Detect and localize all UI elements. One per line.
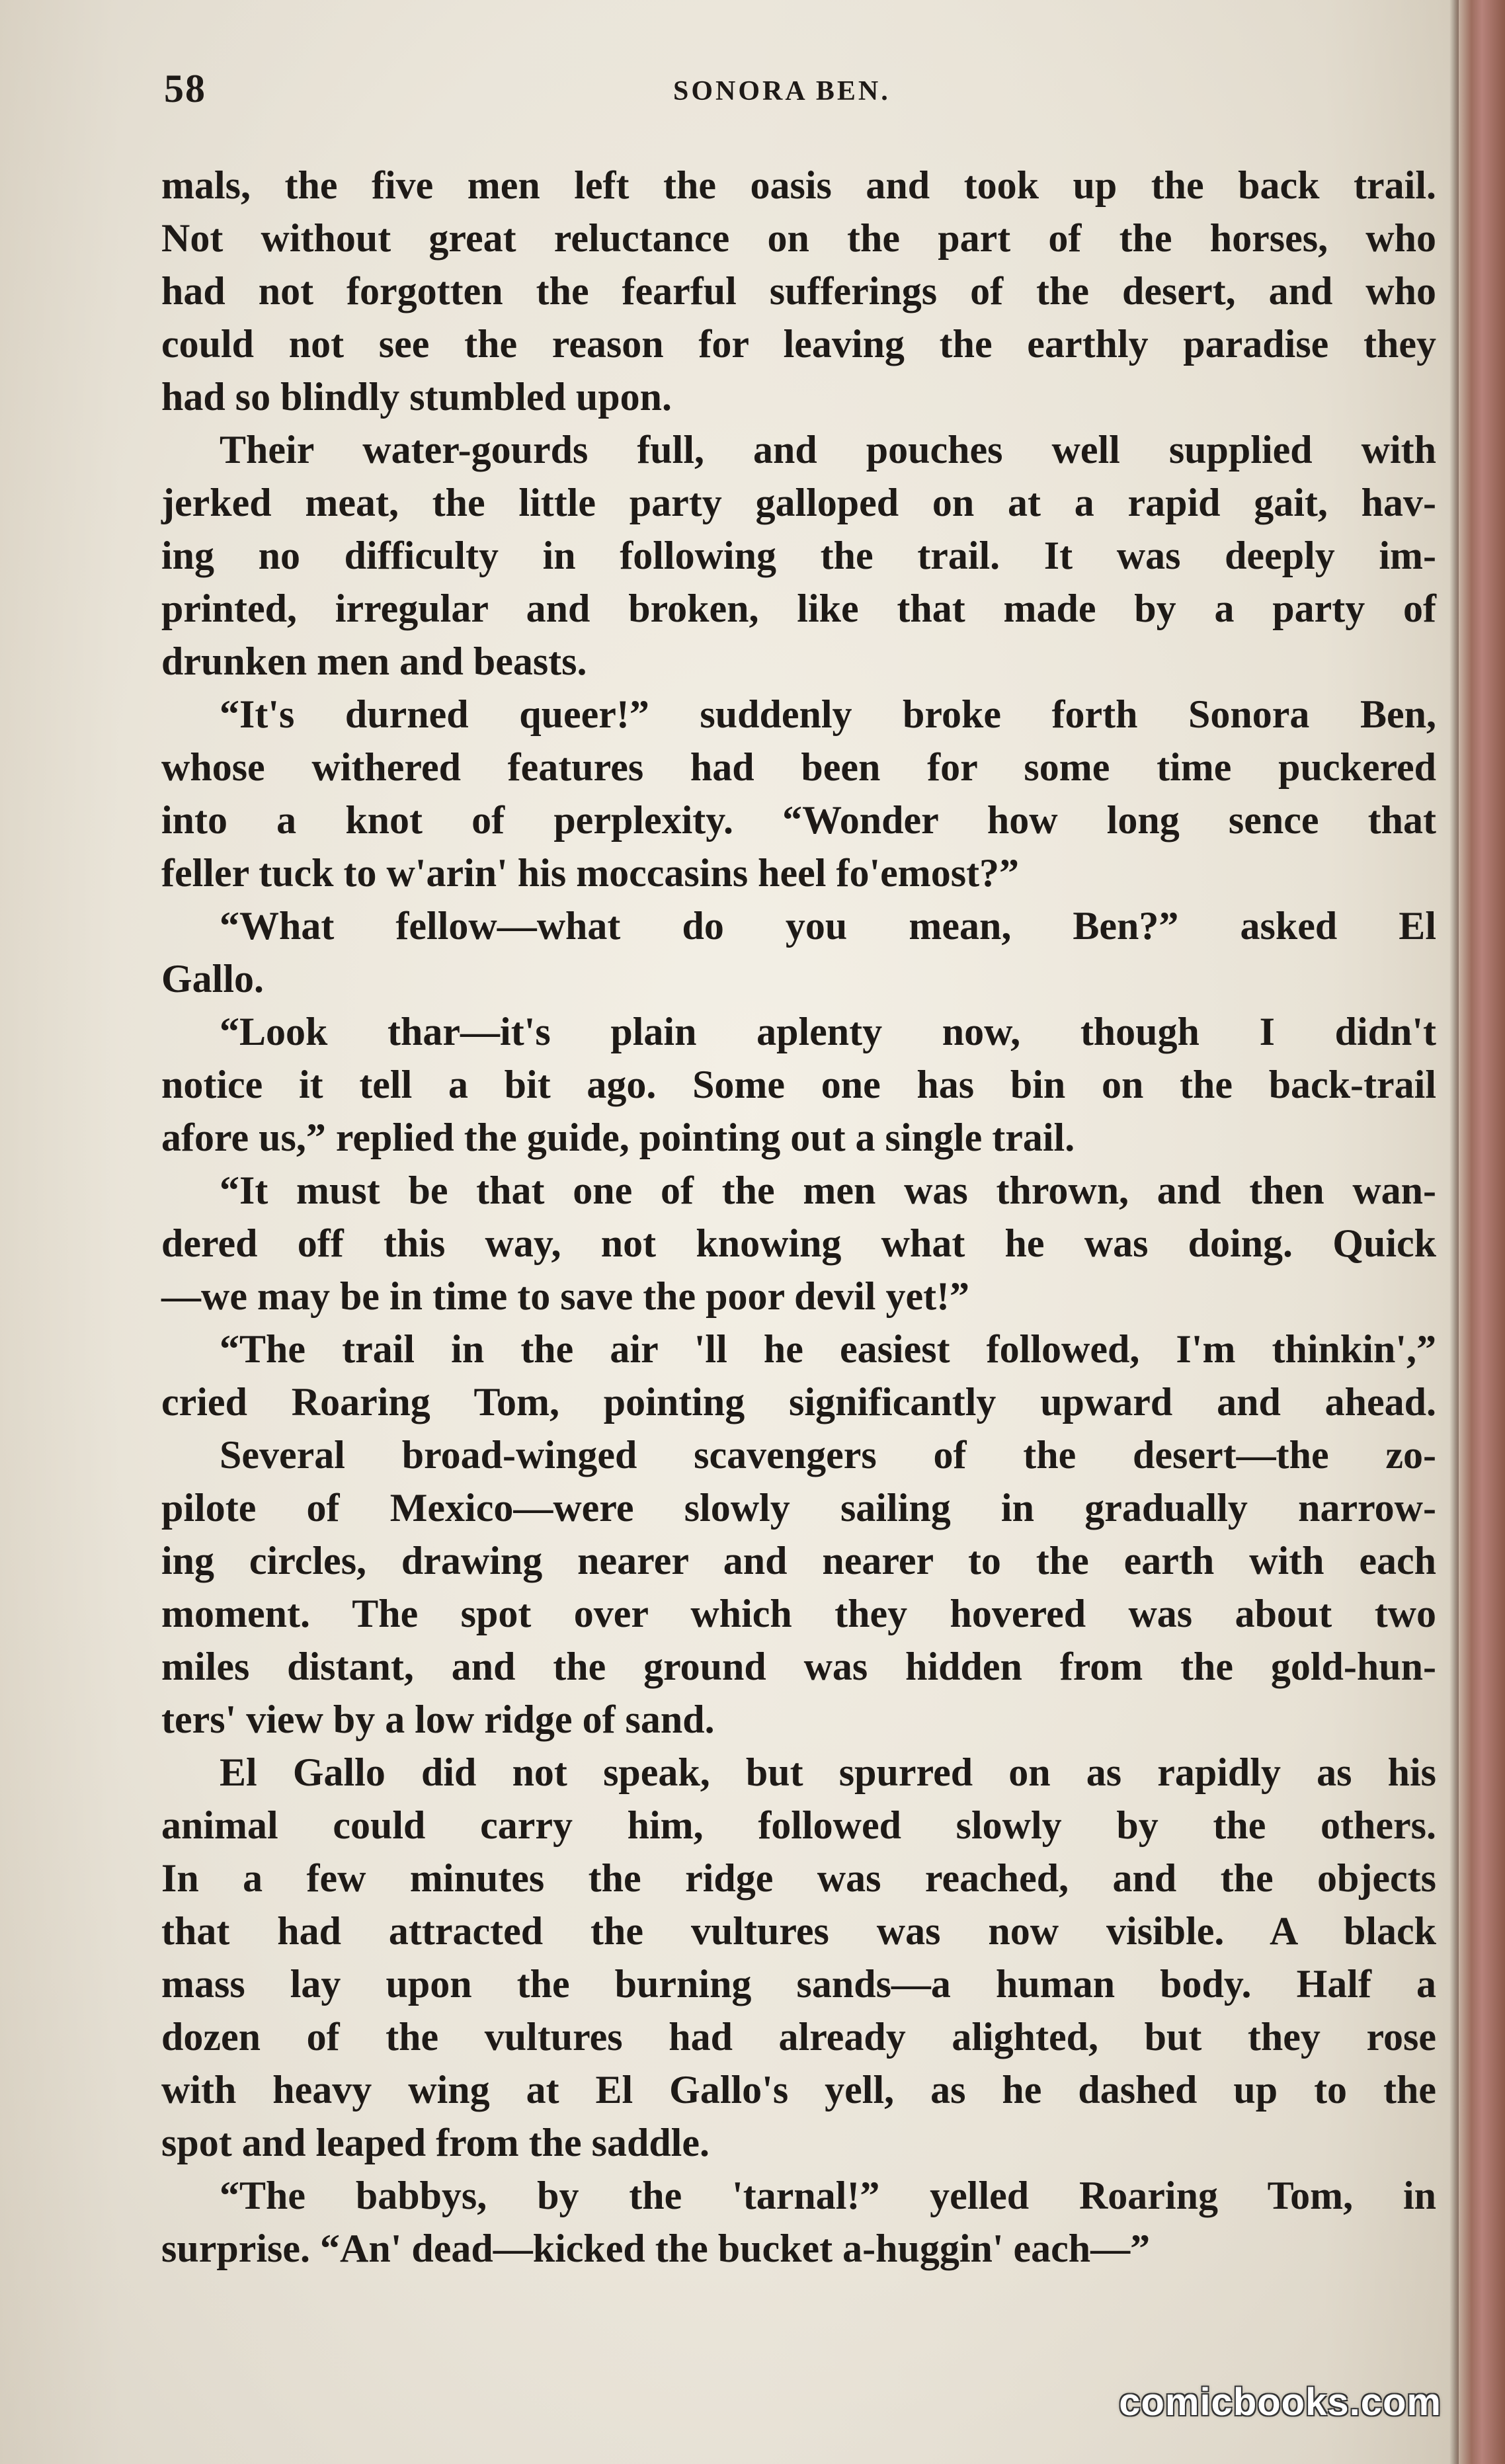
text-line: animal could carry him, followed slowly by the others. bbox=[161, 1803, 1436, 1847]
text-line: mals, the five men left the oasis and took up the back trail. bbox=[161, 163, 1436, 207]
text-line: whose withered features had been for some time puckered bbox=[161, 745, 1436, 789]
paragraph bbox=[161, 423, 1436, 688]
text-line: with heavy wing at El Gallo's yell, as he dashed up to the bbox=[161, 2068, 1436, 2112]
text-line: could not see the reason for leaving the earthly paradise they bbox=[161, 322, 1436, 366]
text-line: drunken men and beasts. bbox=[161, 639, 587, 683]
paragraph bbox=[161, 1323, 1436, 1428]
paragraph bbox=[161, 688, 1436, 899]
text-line: “It's durned queer!” suddenly broke forth Sonora Ben, bbox=[220, 692, 1436, 736]
text-line: Several broad-winged scavengers of the desert—the zo- bbox=[220, 1433, 1436, 1477]
book-spine-edge bbox=[1453, 0, 1505, 2464]
text-line: ing no difficulty in following the trail. It was deeply im- bbox=[161, 534, 1436, 577]
text-line: printed, irregular and broken, like that made by a party of bbox=[161, 587, 1436, 630]
text-line: cried Roaring Tom, pointing significantly upward and ahead. bbox=[161, 1380, 1436, 1424]
text-line: “The babbys, by the 'tarnal!” yelled Roaring Tom, in bbox=[220, 2174, 1436, 2217]
page-number: 58 bbox=[164, 67, 206, 110]
paragraph bbox=[161, 159, 1436, 423]
text-line: “It must be that one of the men was thrown, and then wan- bbox=[220, 1169, 1436, 1212]
text-line: pilote of Mexico—were slowly sailing in gradually narrow- bbox=[161, 1486, 1436, 1530]
page-header bbox=[164, 66, 1447, 119]
text-line: —we may be in time to save the poor devil yet!” bbox=[161, 1274, 970, 1318]
text-line: ters' view by a low ridge of sand. bbox=[161, 1698, 715, 1741]
text-line: had not forgotten the fearful sufferings of the desert, and who bbox=[161, 269, 1436, 313]
text-line: afore us,” replied the guide, pointing out a single trail. bbox=[161, 1116, 1075, 1159]
text-line: Their water-gourds full, and pouches well supplied with bbox=[220, 428, 1436, 472]
text-line: had so blindly stumbled upon. bbox=[161, 375, 672, 419]
text-line: dered off this way, not knowing what he was doing. Quick bbox=[161, 1221, 1436, 1265]
text-line: “What fellow—what do you mean, Ben?” asked El bbox=[220, 904, 1436, 948]
text-line: surprise. “An' dead—kicked the bucket a-huggin' each—” bbox=[161, 2227, 1151, 2270]
text-line: In a few minutes the ridge was reached, and the objects bbox=[161, 1856, 1436, 1900]
text-line: Not without great reluctance on the part of the horses, who bbox=[161, 216, 1436, 260]
site-watermark: comicbooks.com bbox=[1119, 2381, 1442, 2424]
text-line: that had attracted the vultures was now visible. A black bbox=[161, 1909, 1436, 1953]
text-line: “Look thar—it's plain aplenty now, though I didn't bbox=[220, 1010, 1436, 1053]
text-line: feller tuck to w'arin' his moccasins heel fo'emost?” bbox=[161, 851, 1020, 895]
text-line: miles distant, and the ground was hidden from the gold-hun- bbox=[161, 1645, 1436, 1688]
body-text bbox=[161, 159, 1436, 2275]
paragraph bbox=[161, 899, 1436, 1005]
text-line: jerked meat, the little party galloped on at a rapid gait, hav- bbox=[161, 481, 1436, 524]
text-line: mass lay upon the burning sands—a human body. Half a bbox=[161, 1962, 1436, 2006]
text-line: “The trail in the air 'll he easiest followed, I'm thinkin',” bbox=[220, 1327, 1436, 1371]
text-line: El Gallo did not speak, but spurred on as rapidly as his bbox=[220, 1750, 1436, 1794]
paragraph bbox=[161, 2169, 1436, 2275]
text-line: spot and leaped from the saddle. bbox=[161, 2121, 710, 2164]
paragraph bbox=[161, 1428, 1436, 1746]
text-line: moment. The spot over which they hovered was about two bbox=[161, 1592, 1436, 1635]
paragraph bbox=[161, 1746, 1436, 2169]
text-line: notice it tell a bit ago. Some one has bin on the back-trail bbox=[161, 1063, 1436, 1106]
text-line: ing circles, drawing nearer and nearer to the earth with each bbox=[161, 1539, 1436, 1582]
text-line: dozen of the vultures had already alighted, but they rose bbox=[161, 2015, 1436, 2059]
paragraph bbox=[161, 1164, 1436, 1323]
paragraph bbox=[161, 1005, 1436, 1164]
running-title: SONORA BEN. bbox=[673, 76, 891, 106]
text-line: into a knot of perplexity. “Wonder how long sence that bbox=[161, 798, 1436, 842]
text-line: Gallo. bbox=[161, 957, 264, 1001]
